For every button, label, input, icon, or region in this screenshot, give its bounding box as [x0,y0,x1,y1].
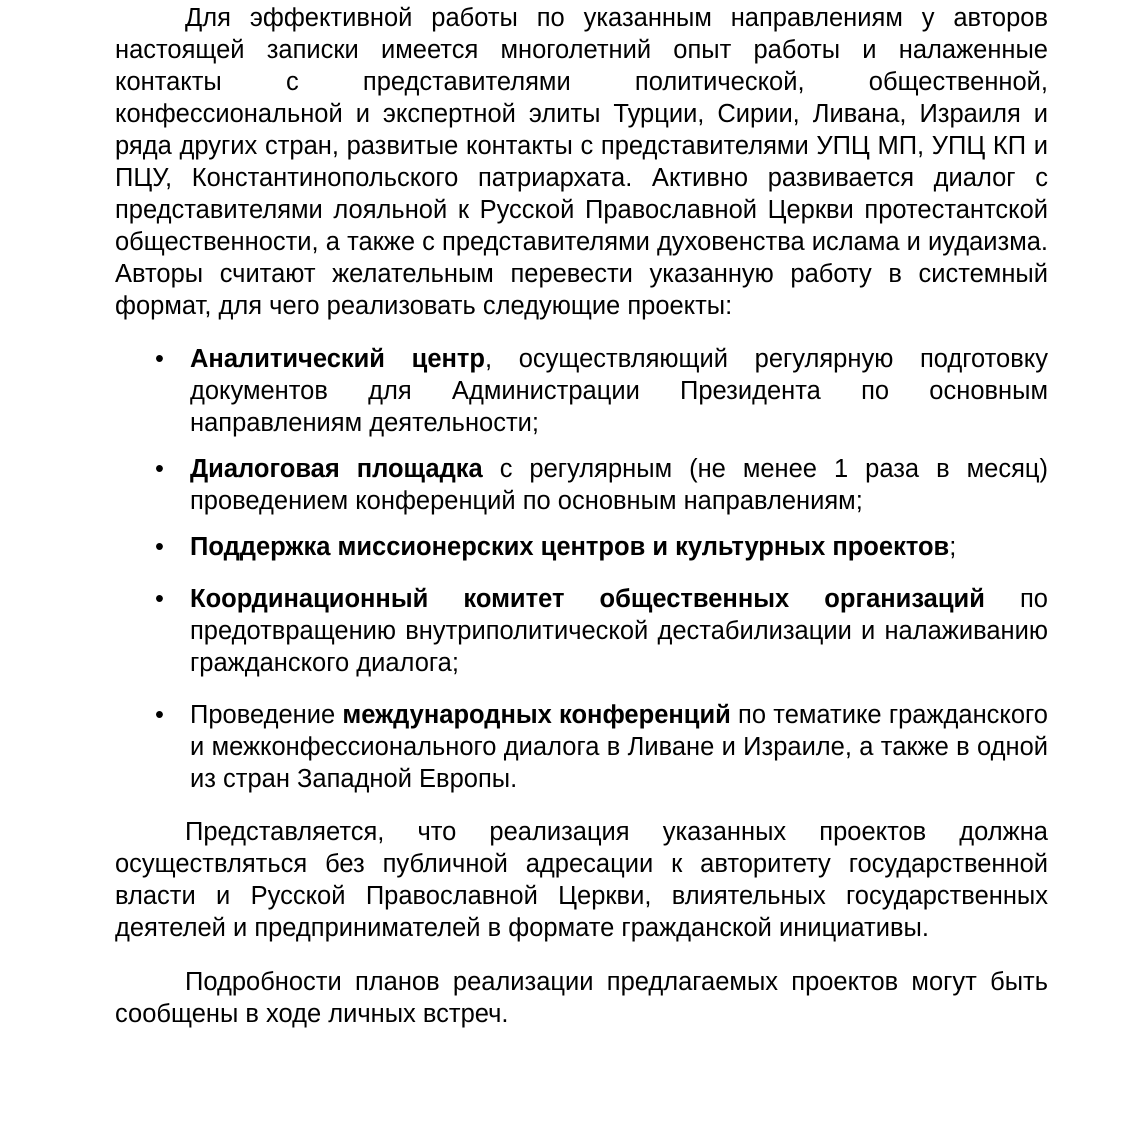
list-item-title: Поддержка миссионерских центров и культурных проектов [190,533,950,561]
list-item-text [190,533,956,561]
document-page [115,2,1048,1030]
list-item-description: по тематике гражданского и межконфессионального диалога в Ливане и Израиле, а также в одной из стран Западной Европы. [190,701,1048,793]
list-item-lead: Проведение [190,701,343,729]
list-item-title: Координационный комитет общественных организаций [190,585,985,613]
closing-paragraph: Подробности планов реализации предлагаемых проектов могут быть сообщены в ходе личных встреч. [115,968,1048,1028]
conclusion-paragraph: Представляется, что реализация указанных проектов должна осуществляться без публичной адресации к авторитету государственной власти и Русской Православной Церкви, влиятельных государственных деятелей и предпринимателей в формате гражданской инициативы. [115,818,1048,942]
list-item-text [190,455,1048,515]
list-item-title: Диалоговая площадка [190,455,483,483]
bullet-icon: • [155,345,164,373]
list-item-text [190,345,1048,437]
list-item-text [190,701,1048,793]
bullet-icon: • [155,585,164,613]
list-item-description: ; [949,533,957,561]
bullet-icon: • [155,533,164,561]
bullet-icon: • [155,455,164,483]
list-item-description: , осуществляющий регулярную подготовку документов для Администрации Президента по основным направлениям деятельности; [190,345,1048,437]
list-item-description: с регулярным (не менее 1 раза в месяц) проведением конференций по основным направлениям; [190,455,1048,515]
list-item-coordination-committee [115,583,1048,679]
list-item-missionary-support [115,531,1048,563]
list-item-analytical-center [115,343,1048,439]
list-item-dialogue-platform [115,453,1048,517]
projects-list [115,343,1048,795]
list-item-international-conferences [115,699,1048,795]
bullet-icon: • [155,701,164,729]
intro-paragraph: Для эффективной работы по указанным направлениям у авторов настоящей записки имеется многолетний опыт работы и налаженные контакты с представителями политической, общественной, конфессиональной и экспертной элиты Турции, Сирии, Ливана, Израиля и ряда других стран, развитые контакты с представителями УПЦ МП, УПЦ КП и ПЦУ, Константинопольского патриархата. Активно развивается диалог с представителями лояльной к Русской Православной Церкви протестантской общественности, а также с представителями духовенства ислама и иудаизма. Авторы считают желательным перевести указанную работу в системный формат, для чего реализовать следующие проекты: [115,4,1048,320]
list-item-text [190,585,1048,677]
list-item-title: международных конференций [342,701,731,729]
list-item-description: по предотвращению внутриполитической дестабилизации и налаживанию гражданского диалога; [190,585,1048,677]
list-item-title: Аналитический центр [190,345,485,373]
